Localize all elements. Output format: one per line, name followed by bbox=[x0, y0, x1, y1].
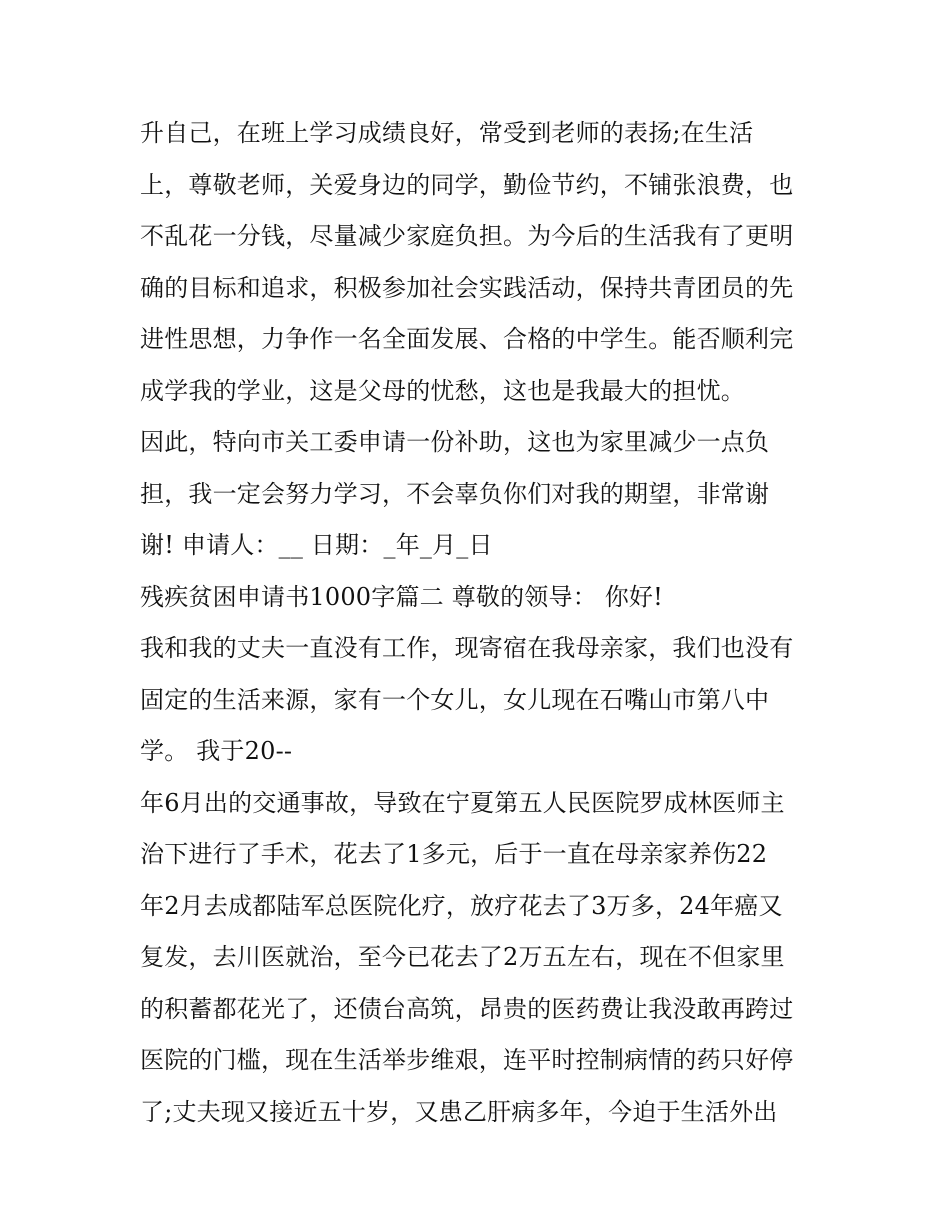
text-line: 成学我的学业，这是父母的忧愁，这也是我最大的担忧。 bbox=[140, 376, 745, 405]
text-line: 进性思想，力争作一名全面发展、合格的中学生。能否顺利完 bbox=[140, 325, 794, 353]
text-line: 学。 我于20-- bbox=[140, 737, 293, 765]
text-line: 因此，特向市关工委申请一份补助，这也为家里减少一点负 bbox=[140, 428, 770, 456]
text-line: 上，尊敬老师，关爱身边的同学，勤俭节约，不铺张浪费，也 bbox=[140, 170, 794, 199]
text-line: 升自己，在班上学习成绩良好，常受到老师的表扬;在生活 bbox=[140, 119, 754, 147]
text-line: 了;丈夫现又接近五十岁，又患乙肝病多年，今迫于生活外出 bbox=[140, 1097, 778, 1126]
text-line: 不乱花一分钱，尽量减少家庭负担。为今后的生活我有了更明 bbox=[140, 222, 794, 250]
text-line: 治下进行了手术，花去了1多元，后于一直在母亲家养伤22 bbox=[140, 840, 768, 868]
section-heading-line: 残疾贫困申请书1000字篇二 尊敬的领导： 你好! bbox=[140, 582, 663, 611]
text-line: 确的目标和追求，积极参加社会实践活动，保持共青团员的先 bbox=[140, 273, 794, 302]
text-line: 复发，去川医就治，至今已花去了2万五左右，现在不但家里 bbox=[140, 943, 785, 971]
text-line: 我和我的丈夫一直没有工作，现寄宿在我母亲家，我们也没有 bbox=[140, 634, 794, 662]
text-line: 担，我一定会努力学习，不会辜负你们对我的期望，非常谢 bbox=[140, 479, 770, 508]
signature-line: 谢! 申请人：__ 日期：_年_月_日 bbox=[140, 531, 493, 559]
text-line: 医院的门槛，现在生活举步维艰，连平时控制病情的药只好停 bbox=[140, 1046, 794, 1074]
text-line: 的积蓄都花光了，还债台高筑，昂贵的医药费让我没敢再跨过 bbox=[140, 994, 794, 1023]
text-line: 固定的生活来源，家有一个女儿，女儿现在石嘴山市第八中 bbox=[140, 685, 770, 714]
text-line: 年2月去成都陆军总医院化疗，放疗花去了3万多，24年癌又 bbox=[140, 891, 783, 920]
document-body bbox=[140, 108, 820, 1138]
text-line: 年6月出的交通事故，导致在宁夏第五人民医院罗成林医师主 bbox=[140, 788, 785, 817]
